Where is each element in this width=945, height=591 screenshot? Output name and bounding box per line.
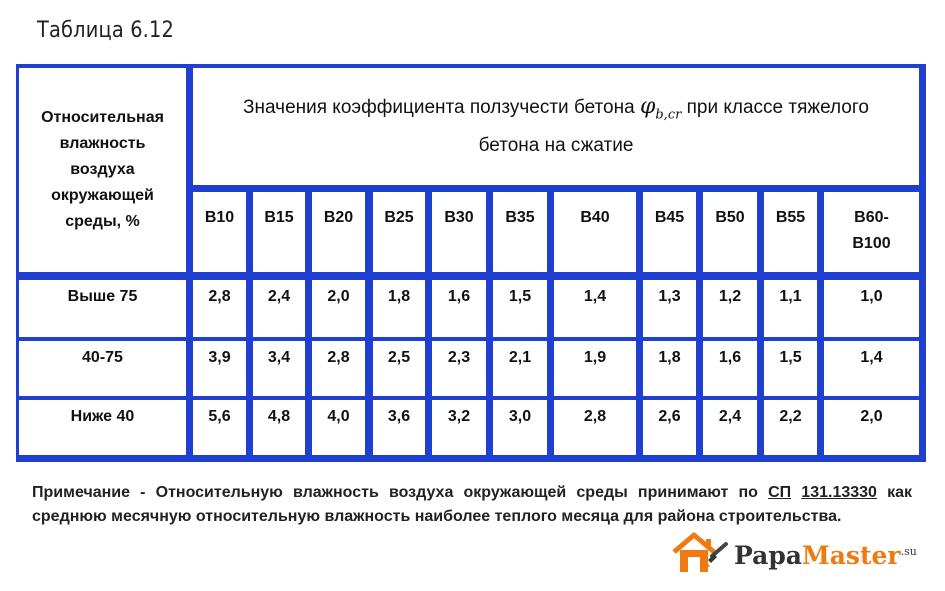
papamaster-logo[interactable] — [668, 532, 917, 578]
coefficient-value-cell: 2,1 — [493, 341, 547, 396]
coef-header-text-3: бетона на сжатие — [478, 134, 634, 156]
coefficient-value-cell: 2,8 — [312, 341, 365, 396]
humidity-row-label: Ниже 40 — [19, 400, 186, 455]
coefficient-value-cell: 2,8 — [193, 280, 246, 337]
coefficient-value-cell: 2,6 — [643, 400, 696, 455]
humidity-header-line: окружающей — [51, 187, 154, 204]
class-header-cell: B35 — [493, 192, 547, 272]
table-caption: Таблица 6.12 — [37, 18, 175, 43]
coefficient-value-cell: 1,1 — [764, 280, 817, 337]
coefficient-value-cell: 2,0 — [312, 280, 365, 337]
coefficient-value-cell: 1,8 — [643, 341, 696, 396]
coefficient-value-cell: 4,8 — [253, 400, 305, 455]
humidity-header-line: Относительная — [41, 109, 164, 126]
humidity-row-label: 40-75 — [19, 341, 186, 396]
coefficient-value-cell: 1,9 — [554, 341, 636, 396]
coefficient-value-cell: 1,0 — [824, 280, 919, 337]
coefficient-value-cell: 2,3 — [432, 341, 486, 396]
coefficient-value-cell: 1,2 — [703, 280, 757, 337]
class-header-cell: B20 — [312, 192, 365, 272]
class-header-cell: B55 — [764, 192, 817, 272]
coefficient-value-cell: 1,5 — [493, 280, 547, 337]
coefficient-value-cell: 1,8 — [373, 280, 425, 337]
coefficient-value-cell: 3,2 — [432, 400, 486, 455]
coefficient-value-cell: 1,3 — [643, 280, 696, 337]
coefficient-value-cell: 2,2 — [764, 400, 817, 455]
class-header-cell: B45 — [643, 192, 696, 272]
coef-header-text-2: при классе тяжелого — [686, 97, 869, 119]
phi-symbol: $\varphi_{b,cr}$ — [639, 94, 682, 123]
class-header-cell: B30 — [432, 192, 486, 272]
coefficient-value-cell: 1,6 — [432, 280, 486, 337]
class-header-cell: B50 — [703, 192, 757, 272]
creep-coefficient-table — [16, 64, 926, 462]
coefficient-value-cell: 3,9 — [193, 341, 246, 396]
sp-link-2[interactable]: 131.13330 — [801, 484, 877, 501]
humidity-header-line: среды, % — [65, 213, 140, 230]
coefficient-value-cell: 2,5 — [373, 341, 425, 396]
coefficient-header — [193, 68, 919, 185]
coefficient-value-cell: 3,6 — [373, 400, 425, 455]
coefficient-value-cell: 1,5 — [764, 341, 817, 396]
coef-header-text-1: Значения коэффициента ползучести бетона — [243, 97, 635, 119]
coefficient-value-cell: 1,4 — [554, 280, 636, 337]
sp-link-1[interactable]: СП — [768, 484, 792, 501]
coefficient-value-cell: 3,0 — [493, 400, 547, 455]
house-brush-icon — [668, 530, 730, 581]
class-header-cell: B10 — [193, 192, 246, 272]
humidity-header-line: воздуха — [70, 161, 135, 178]
table-note: Примечание - Относительную влажность воздуха окружающей среды принимают по СП 131.13330 как среднюю месячную относительную влажность наиболее теплого месяца для района строительства. — [32, 484, 913, 525]
class-header-cell: B40 — [554, 192, 636, 272]
coefficient-value-cell: 1,6 — [703, 341, 757, 396]
class-header-cell: B25 — [373, 192, 425, 272]
coefficient-value-cell: 5,6 — [193, 400, 246, 455]
logo-text: PapaMaster$^{.su}$ — [734, 540, 917, 570]
coefficient-value-cell: 3,4 — [253, 341, 305, 396]
class-header-cell: B60- B100 — [824, 192, 919, 272]
coefficient-value-cell: 2,8 — [554, 400, 636, 455]
humidity-row-label: Выше 75 — [19, 280, 186, 337]
coefficient-value-cell: 2,4 — [703, 400, 757, 455]
coefficient-value-cell: 2,4 — [253, 280, 305, 337]
coefficient-value-cell: 4,0 — [312, 400, 365, 455]
class-header-cell: B15 — [253, 192, 305, 272]
coefficient-value-cell: 2,0 — [824, 400, 919, 455]
humidity-header-line: влажность — [59, 135, 146, 152]
humidity-column-header — [19, 68, 186, 272]
coefficient-value-cell: 1,4 — [824, 341, 919, 396]
